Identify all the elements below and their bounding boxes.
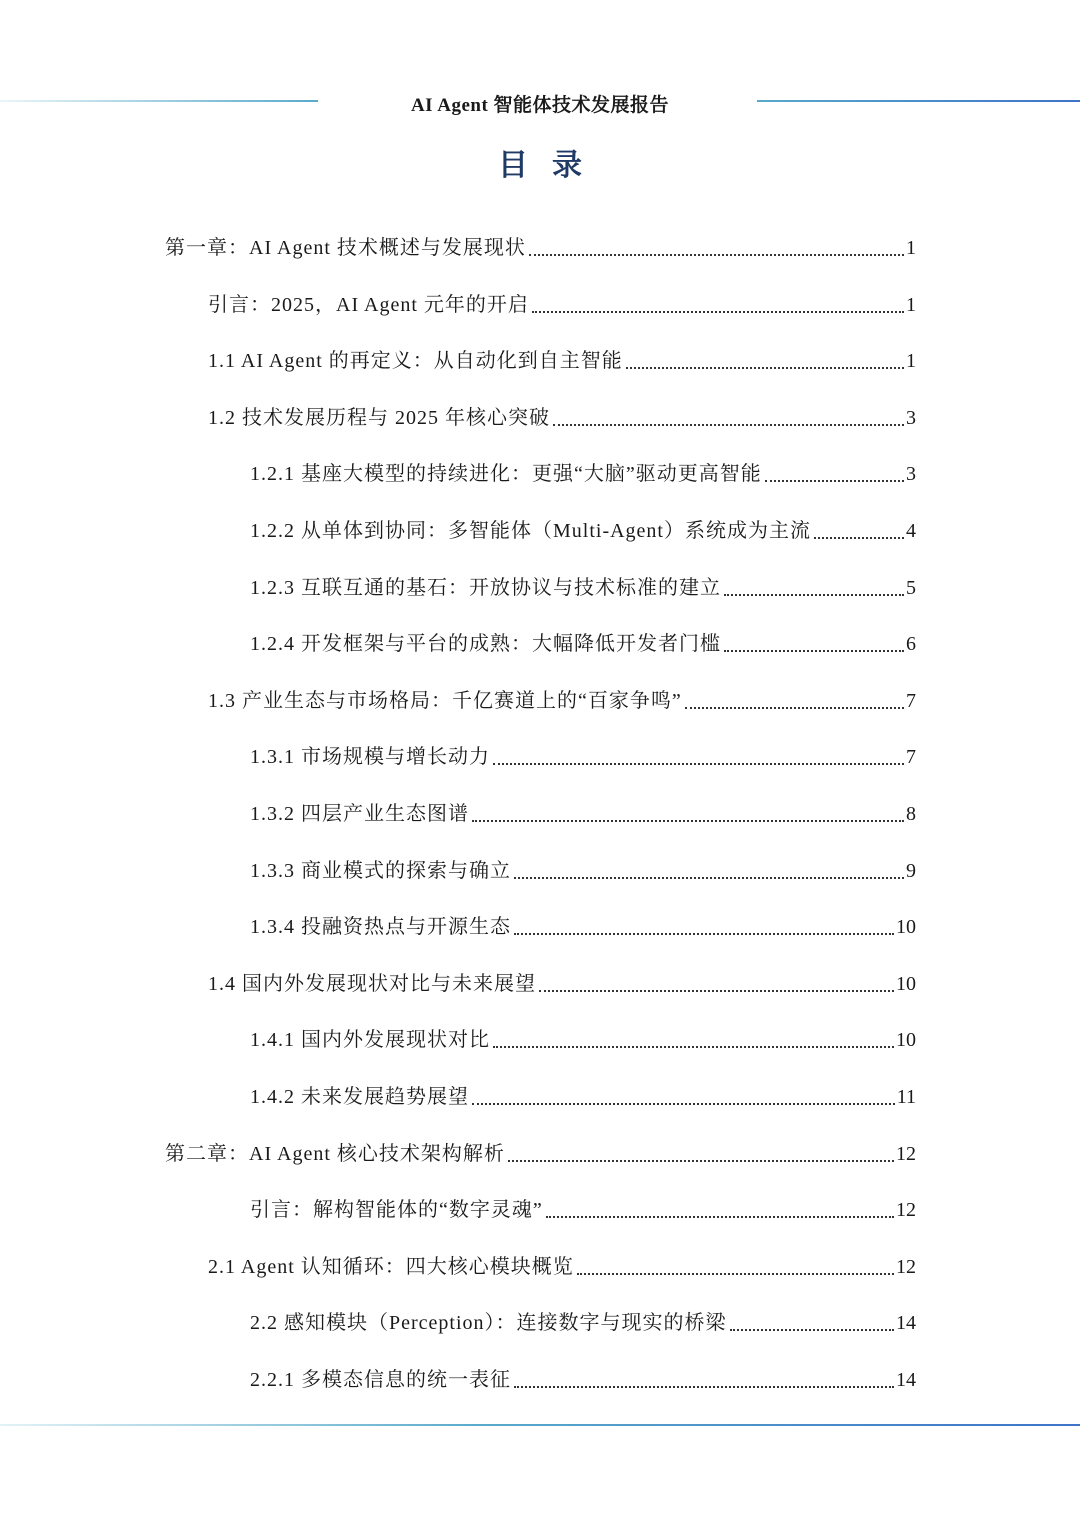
toc-entry-page: 4 — [906, 520, 916, 542]
toc-entry[interactable] — [250, 845, 916, 885]
toc-entry[interactable] — [208, 1241, 916, 1281]
toc-leader-dots — [626, 347, 904, 369]
toc-entry-label: 1.4.1 国内外发展现状对比 — [250, 1029, 490, 1052]
toc-leader-dots — [546, 1196, 894, 1218]
toc-entry-label: 1.3.4 投融资热点与开源生态 — [250, 916, 511, 939]
toc-entry[interactable] — [250, 1014, 916, 1054]
toc-entry[interactable] — [250, 562, 916, 602]
toc-entry-label: 引言：解构智能体的“数字灵魂” — [250, 1199, 543, 1222]
toc-leader-dots — [493, 1026, 894, 1048]
toc-entry-label: 2.1 Agent 认知循环：四大核心模块概览 — [208, 1255, 574, 1278]
toc-leader-dots — [532, 291, 904, 313]
toc-entry-label: 1.2.1 基座大模型的持续进化：更强“大脑”驱动更高智能 — [250, 463, 762, 486]
toc-leader-dots — [514, 1366, 894, 1388]
toc-leader-dots — [514, 857, 904, 879]
toc-entry[interactable] — [250, 731, 916, 771]
toc-entry[interactable] — [250, 1354, 916, 1394]
toc-entry[interactable] — [250, 788, 916, 828]
toc-entry-label: 引言：2025，AI Agent 元年的开启 — [208, 293, 529, 316]
toc-entry-page: 6 — [906, 633, 916, 656]
toc-entry-page: 12 — [896, 1255, 916, 1278]
toc-entry[interactable] — [208, 335, 916, 375]
toc-entry-page: 10 — [896, 916, 916, 939]
toc-entry-page: 5 — [906, 576, 916, 599]
toc-entry-page: 1 — [906, 293, 916, 316]
toc-entry[interactable] — [208, 279, 916, 319]
toc-leader-dots — [724, 574, 904, 596]
toc-heading: 目录 — [498, 149, 606, 182]
toc-entry-page: 7 — [906, 689, 916, 712]
toc-leader-dots — [765, 460, 904, 482]
toc-entry-page: 14 — [896, 1369, 916, 1391]
toc-leader-dots — [724, 630, 904, 652]
toc-entry-label: 第一章：AI Agent 技术概述与发展现状 — [165, 237, 526, 259]
toc-leader-dots — [685, 687, 904, 709]
toc-entry-page: 1 — [906, 350, 916, 373]
toc-entry-page: 11 — [896, 1086, 916, 1108]
toc-entry-label: 1.2.2 从单体到协同：多智能体（Multi-Agent）系统成为主流 — [250, 520, 811, 542]
toc-entry-page: 3 — [906, 463, 916, 486]
toc-entry-label: 1.2.4 开发框架与平台的成熟：大幅降低开发者门槛 — [250, 633, 721, 656]
toc-entry-page: 3 — [906, 406, 916, 429]
toc-entry-page: 8 — [906, 803, 916, 825]
toc-entry[interactable] — [208, 392, 916, 432]
toc-entry-page: 10 — [896, 1029, 916, 1052]
toc-entry-label: 1.2.3 互联互通的基石：开放协议与技术标准的建立 — [250, 576, 721, 599]
toc-entry-label: 1.2 技术发展历程与 2025 年核心突破 — [208, 406, 550, 429]
toc-entry-page: 1 — [906, 237, 916, 259]
toc-entry[interactable] — [250, 448, 916, 488]
toc-entry-label: 1.3 产业生态与市场格局：千亿赛道上的“百家争鸣” — [208, 689, 682, 712]
toc-leader-dots — [493, 743, 904, 765]
toc-entry-label: 1.3.3 商业模式的探索与确立 — [250, 859, 511, 882]
toc-entry[interactable] — [208, 675, 916, 715]
toc-entry[interactable] — [250, 901, 916, 941]
toc-entry-label: 第二章：AI Agent 核心技术架构解析 — [165, 1142, 505, 1165]
toc-entry-label: 1.3.2 四层产业生态图谱 — [250, 803, 469, 825]
toc-entry[interactable] — [250, 1184, 916, 1224]
report-title: AI Agent 智能体技术发展报告 — [410, 95, 670, 116]
toc-leader-dots — [577, 1253, 894, 1275]
toc-entry-label: 2.2 感知模块（Perception）：连接数字与现实的桥梁 — [250, 1312, 727, 1335]
toc-entry-page: 9 — [906, 859, 916, 882]
toc-entry-label: 1.3.1 市场规模与增长动力 — [250, 746, 490, 769]
toc-leader-dots — [529, 234, 904, 256]
toc-leader-dots — [472, 800, 904, 822]
toc-entry-label: 1.4.2 未来发展趋势展望 — [250, 1086, 469, 1108]
toc-entry-page: 12 — [896, 1199, 916, 1222]
toc-entry-label: 2.2.1 多模态信息的统一表征 — [250, 1369, 511, 1391]
toc-entry-page: 14 — [896, 1312, 916, 1335]
toc-leader-dots — [814, 517, 904, 539]
toc-entry[interactable] — [250, 1297, 916, 1337]
toc-leader-dots — [472, 1083, 895, 1105]
toc-leader-dots — [514, 913, 894, 935]
toc-entry-page: 12 — [896, 1142, 916, 1165]
toc-entry-label: 1.1 AI Agent 的再定义：从自动化到自主智能 — [208, 350, 623, 373]
toc-leader-dots — [539, 970, 894, 992]
toc-entry[interactable] — [165, 222, 916, 262]
toc-leader-dots — [553, 404, 904, 426]
toc-entry-page: 7 — [906, 746, 916, 769]
toc-entry-page: 10 — [896, 972, 916, 995]
toc-entry[interactable] — [250, 505, 916, 545]
footer-rule — [0, 1424, 1080, 1426]
toc-entry-label: 1.4 国内外发展现状对比与未来展望 — [208, 972, 536, 995]
toc-leader-dots — [508, 1140, 894, 1162]
toc-entry[interactable] — [208, 958, 916, 998]
toc-entry[interactable] — [250, 618, 916, 658]
toc-leader-dots — [730, 1309, 894, 1331]
toc-entry[interactable] — [165, 1128, 916, 1168]
toc-entry[interactable] — [250, 1071, 916, 1111]
